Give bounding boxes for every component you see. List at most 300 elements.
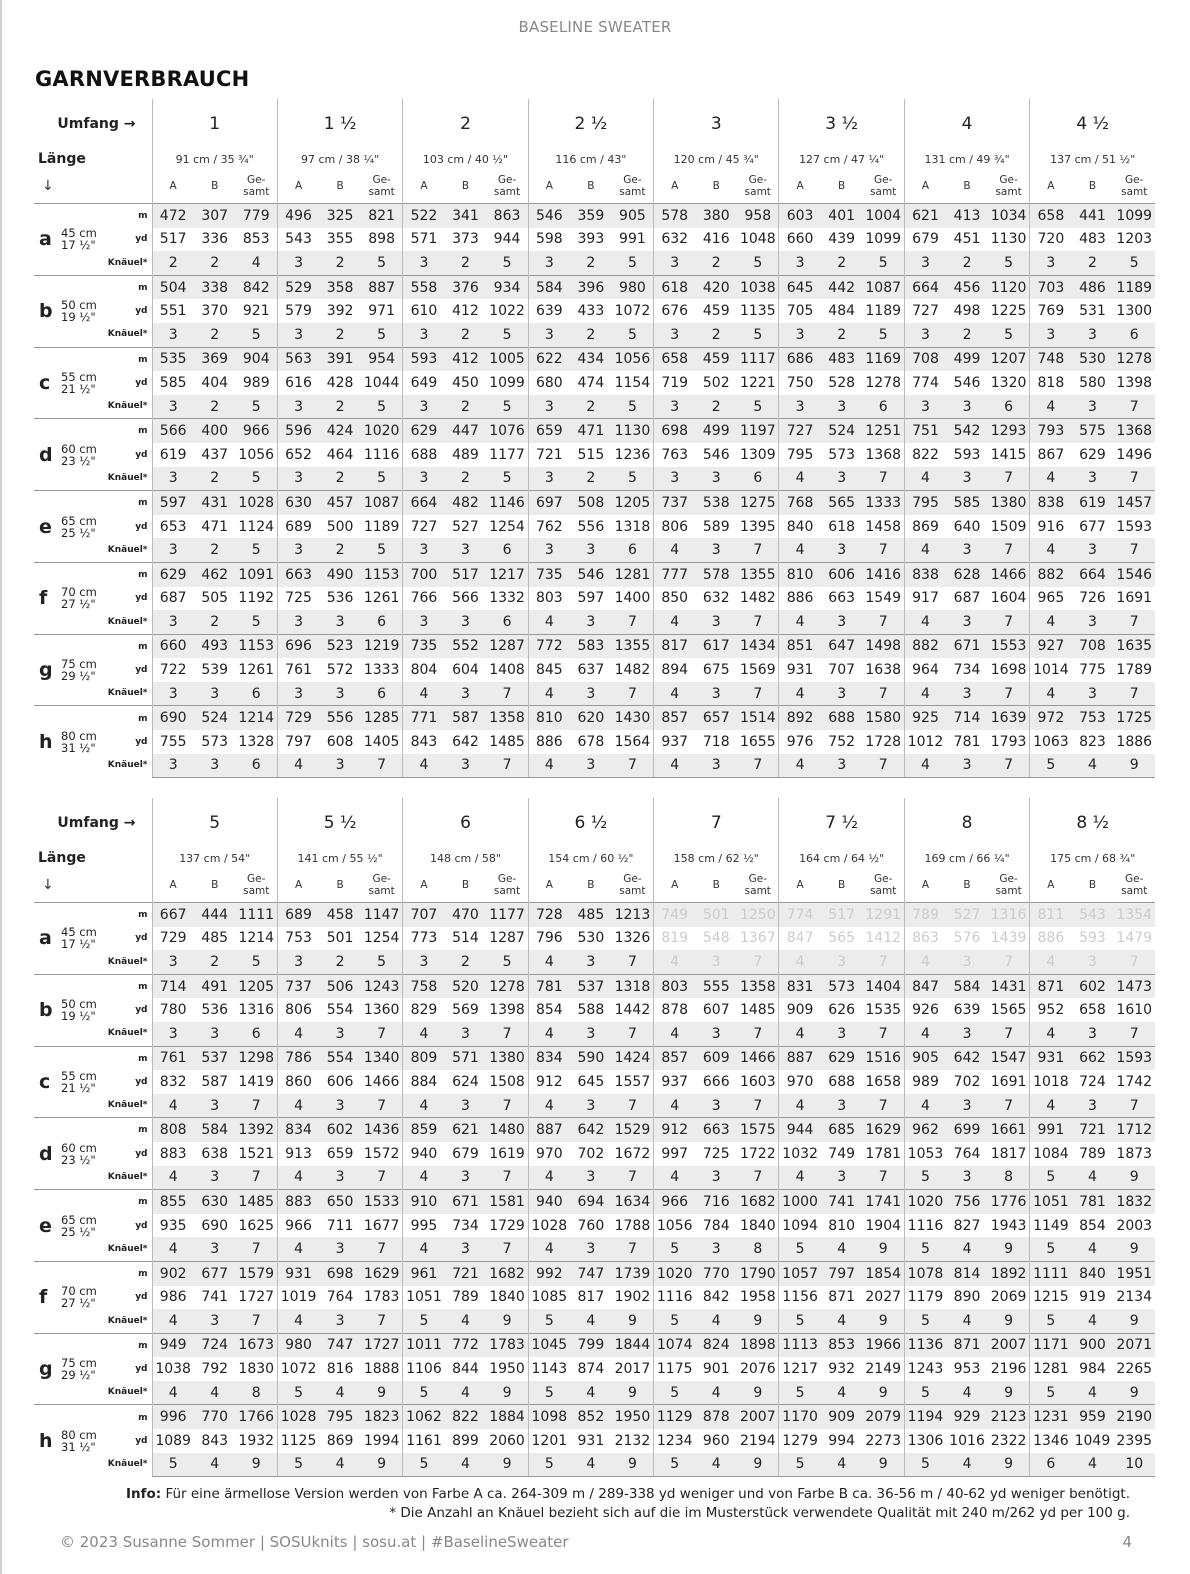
yarn-value: 3 (695, 682, 737, 706)
yarn-value: 2 (445, 467, 487, 491)
yarn-value: 7 (486, 1166, 528, 1190)
yarn-value: 2071 (1113, 1333, 1155, 1357)
size-girth: 148 cm / 58" (403, 848, 528, 868)
yarn-value: 1727 (238, 1289, 275, 1306)
yarn-value: 758 (403, 974, 445, 998)
length-cm: 65 cm (61, 1212, 97, 1227)
yarn-value: 5 (486, 251, 528, 275)
yarn-value: 851 (779, 634, 821, 658)
yarn-value: 1022 (489, 303, 525, 320)
yarn-value: 916 (1030, 515, 1072, 539)
yarn-value: 774 (779, 903, 821, 927)
unit-label-m: m (138, 641, 148, 652)
yarn-value: 687 (152, 587, 194, 611)
yarn-value: 7 (236, 1309, 278, 1333)
length-letter: f (39, 587, 48, 610)
yarn-value: 4 (403, 1166, 445, 1190)
yarn-value: 5 (1030, 754, 1072, 778)
yarn-value: 8 (988, 1166, 1030, 1190)
yarn-value: 832 (152, 1070, 194, 1094)
size-girth: 137 cm / 51 ½" (1030, 149, 1155, 169)
yarn-value: 1011 (403, 1333, 445, 1357)
length-cm: 55 cm (61, 1068, 97, 1083)
yarn-value: 7 (737, 1022, 779, 1046)
unit-label-m: m (138, 981, 148, 992)
yarn-value: 1243 (904, 1357, 946, 1381)
yarn-value: 664 (403, 491, 445, 515)
yarn-value: 632 (654, 228, 696, 252)
length-letter: c (39, 371, 51, 394)
yarn-value: 551 (152, 299, 194, 323)
yarn-value: 1099 (489, 374, 525, 391)
yarn-value: 3 (946, 395, 988, 419)
yarn-value: 4 (779, 754, 821, 778)
yarn-value: 3 (445, 1094, 487, 1118)
yarn-value: 638 (201, 1145, 229, 1162)
yarn-value: 6 (612, 538, 654, 562)
yarn-value: 1213 (612, 903, 654, 927)
yarn-value: 7 (988, 467, 1030, 491)
column-header-gesamt: Ge- samt (870, 873, 897, 897)
yarn-value: 501 (695, 903, 737, 927)
yarn-value: 3 (152, 395, 194, 419)
yarn-value: 1727 (361, 1333, 403, 1357)
yarn-value: 3 (403, 538, 445, 562)
yarn-value: 7 (1113, 1022, 1155, 1046)
unit-column (108, 1406, 152, 1476)
yarn-value: 5 (1113, 251, 1155, 275)
unit-column (108, 276, 152, 346)
yarn-value: 610 (403, 299, 445, 323)
yarn-value: 7 (361, 754, 403, 778)
yarn-value: 753 (277, 927, 319, 951)
yarn-value: 1355 (737, 562, 779, 586)
yarn-value: 546 (570, 562, 612, 586)
yarn-value: 860 (277, 1070, 319, 1094)
yarn-value: 2 (194, 950, 236, 974)
yarn-value: 680 (528, 371, 570, 395)
yarn-value: 3 (1072, 682, 1114, 706)
unit-label-knaeuel: Knäuel* (107, 1028, 148, 1039)
yarn-value: 1169 (863, 347, 905, 371)
yarn-value: 4 (904, 467, 946, 491)
column-header-b: B (336, 180, 344, 192)
yarn-value: 9 (1113, 1309, 1155, 1333)
unit-label-knaeuel: Knäuel* (107, 760, 148, 771)
yarn-value: 1217 (779, 1357, 821, 1381)
yarn-value: 874 (577, 1361, 605, 1378)
yarn-value: 1124 (238, 518, 275, 535)
yarn-value: 501 (326, 930, 354, 947)
yarn-value: 822 (904, 443, 946, 467)
yarn-value: 1565 (990, 1002, 1027, 1019)
yarn-value: 3 (821, 754, 863, 778)
yarn-value: 7 (737, 682, 779, 706)
size-name: 4 (904, 99, 1029, 149)
yarn-value: 3 (821, 395, 863, 419)
yarn-value: 931 (577, 1432, 605, 1449)
yarn-value: 1045 (528, 1333, 570, 1357)
yarn-value: 1722 (739, 1145, 776, 1162)
yarn-value: 779 (236, 204, 278, 228)
yarn-value: 9 (988, 1237, 1030, 1261)
yarn-value: 5 (654, 1237, 696, 1261)
yarn-value: 1466 (737, 1046, 779, 1070)
yarn-value: 786 (277, 1046, 319, 1070)
yarn-value: 803 (528, 587, 570, 611)
yarn-value: 1136 (904, 1333, 946, 1357)
yarn-value: 834 (277, 1118, 319, 1142)
yarn-value: 1130 (990, 231, 1027, 248)
size-name: 4 ½ (1030, 99, 1155, 149)
yarn-value: 965 (1030, 587, 1072, 611)
unit-label-yd: yd (135, 1148, 148, 1159)
yarn-value: 696 (277, 634, 319, 658)
yarn-value: 506 (319, 974, 361, 998)
yarn-value: 3 (528, 323, 570, 347)
yarn-value: 932 (828, 1361, 856, 1378)
yarn-value: 1950 (612, 1405, 654, 1429)
yarn-value: 1354 (1113, 903, 1155, 927)
yarn-value: 1405 (363, 733, 400, 750)
yarn-value: 485 (570, 903, 612, 927)
yarn-value: 4 (152, 1309, 194, 1333)
yarn-value: 9 (737, 1381, 779, 1405)
umfang-label: Umfang → (57, 116, 136, 132)
yarn-value: 3 (194, 1022, 236, 1046)
length-letter: f (39, 1286, 48, 1309)
column-header-b: B (1088, 180, 1097, 192)
yarn-value: 629 (1079, 446, 1106, 463)
yarn-value: 4 (152, 1237, 194, 1261)
yarn-value: 5 (361, 950, 403, 974)
yarn-value: 3 (570, 610, 612, 634)
yarn-value: 925 (904, 706, 946, 730)
column-header-a: A (654, 868, 696, 903)
yarn-value: 878 (695, 1405, 737, 1429)
yarn-value: 7 (988, 610, 1030, 634)
yarn-value: 5 (236, 538, 278, 562)
yarn-value: 2 (1072, 251, 1114, 275)
yarn-value: 7 (1113, 682, 1155, 706)
yarn-value: 369 (194, 347, 236, 371)
yarn-value: 538 (695, 491, 737, 515)
yarn-value: 1629 (863, 1118, 905, 1142)
yarn-value: 539 (201, 662, 229, 679)
yarn-value: 894 (654, 658, 696, 682)
yarn-value: 4 (1030, 1022, 1072, 1046)
unit-label-m: m (138, 1197, 148, 1208)
yarn-value: 659 (528, 419, 570, 443)
yarn-value: 2273 (865, 1432, 902, 1449)
yarn-value: 3 (1030, 251, 1072, 275)
yarn-value: 7 (236, 1237, 278, 1261)
yarn-value: 1201 (528, 1429, 570, 1453)
yarn-value: 818 (1030, 371, 1072, 395)
yarn-value: 1254 (489, 518, 525, 535)
yarn-value: 462 (194, 562, 236, 586)
yarn-value: 4 (194, 1453, 236, 1477)
yarn-value: 7 (612, 950, 654, 974)
yarn-value: 863 (904, 927, 946, 951)
yarn-value: 4 (319, 1453, 361, 1477)
yarn-value: 5 (486, 467, 528, 491)
yarn-value: 1682 (737, 1190, 779, 1214)
yarn-value: 707 (828, 662, 856, 679)
yarn-value: 341 (445, 204, 487, 228)
yarn-value: 887 (779, 1046, 821, 1070)
yarn-value: 5 (737, 251, 779, 275)
unit-label-yd: yd (135, 449, 148, 460)
yarn-value: 5 (403, 1309, 445, 1333)
yarn-value: 1367 (739, 930, 776, 947)
unit-label-knaeuel: Knäuel* (107, 1459, 148, 1470)
yarn-value: 871 (946, 1333, 988, 1357)
column-header-gesamt: Ge- samt (243, 873, 270, 897)
yarn-value: 490 (319, 562, 361, 586)
yarn-value: 1564 (614, 733, 651, 750)
yarn-value: 5 (737, 323, 779, 347)
yarn-value: 7 (863, 950, 905, 974)
yarn-value: 5 (863, 251, 905, 275)
yarn-value: 795 (779, 443, 821, 467)
yarn-value: 773 (403, 927, 445, 951)
yarn-value: 1189 (363, 518, 400, 535)
yarn-value: 584 (946, 974, 988, 998)
length-inch: 17 ½" (61, 937, 96, 952)
yarn-value: 1951 (1113, 1261, 1155, 1285)
yarn-value: 1205 (612, 491, 654, 515)
yarn-value: 698 (319, 1261, 361, 1285)
yarn-value: 810 (779, 562, 821, 586)
yarn-value: 1214 (238, 930, 275, 947)
yarn-value: 1482 (739, 590, 776, 607)
yarn-value: 887 (361, 275, 403, 299)
yarn-value: 1557 (614, 1073, 651, 1090)
yarn-value: 3 (904, 251, 946, 275)
yarn-value: 1549 (865, 590, 902, 607)
yarn-value: 471 (570, 419, 612, 443)
yarn-value: 2134 (1116, 1289, 1153, 1306)
section-title: GARNVERBRAUCH (35, 67, 250, 91)
yarn-value: 652 (277, 443, 319, 467)
column-header-a: A (152, 868, 194, 903)
yarn-value: 741 (201, 1289, 229, 1306)
yarn-value: 1316 (988, 903, 1030, 927)
yarn-value: 1958 (739, 1289, 776, 1306)
yarn-value: 976 (779, 730, 821, 754)
yarn-value: 859 (403, 1118, 445, 1142)
yarn-value: 821 (361, 204, 403, 228)
yarn-value: 4 (570, 1381, 612, 1405)
yarn-value: 771 (403, 706, 445, 730)
yarn-value: 1094 (779, 1214, 821, 1238)
yarn-value: 4 (695, 1309, 737, 1333)
yarn-value: 1579 (236, 1261, 278, 1285)
yarn-value: 1231 (1030, 1405, 1072, 1429)
yarn-value: 4 (570, 1453, 612, 1477)
length-letter: a (39, 927, 52, 950)
yarn-value: 910 (403, 1190, 445, 1214)
yarn-value: 677 (1079, 518, 1106, 535)
yarn-value: 917 (904, 587, 946, 611)
yarn-value: 931 (277, 1261, 319, 1285)
yarn-value: 2 (570, 395, 612, 419)
yarn-value: 1673 (236, 1333, 278, 1357)
yarn-value: 718 (702, 733, 730, 750)
length-letter: d (39, 1142, 53, 1165)
yarn-value: 919 (1079, 1289, 1106, 1306)
yarn-value: 4 (236, 251, 278, 275)
yarn-value: 905 (612, 204, 654, 228)
yarn-value: 580 (1079, 374, 1106, 391)
yarn-value: 890 (953, 1289, 981, 1306)
yarn-value: 3 (403, 610, 445, 634)
yarn-value: 3 (277, 395, 319, 419)
yarn-value: 1111 (236, 903, 278, 927)
yarn-value: 602 (319, 1118, 361, 1142)
yarn-value: 5 (779, 1453, 821, 1477)
yarn-value: 491 (194, 974, 236, 998)
yarn-value: 989 (242, 374, 270, 391)
length-letter: e (39, 515, 52, 538)
yarn-value: 4 (904, 950, 946, 974)
yarn-value: 9 (988, 1381, 1030, 1405)
length-row-label (34, 1261, 152, 1333)
length-inch: 21 ½" (61, 381, 96, 396)
yarn-value: 753 (1072, 706, 1114, 730)
yarn-value: 2 (194, 251, 236, 275)
length-dimension (61, 1357, 97, 1381)
yarn-value: 770 (194, 1405, 236, 1429)
yarn-value: 7 (863, 610, 905, 634)
column-header-b: B (336, 879, 344, 891)
yarn-value: 705 (779, 299, 821, 323)
yarn-value: 1056 (612, 347, 654, 371)
yarn-value: 1016 (949, 1432, 985, 1449)
yarn-value: 4 (821, 1381, 863, 1405)
yarn-value: 3 (528, 538, 570, 562)
yarn-value: 3 (1030, 323, 1072, 347)
yarn-value: 714 (152, 974, 194, 998)
yarn-value: 9 (1113, 1166, 1155, 1190)
yarn-table-sizes-1-4 (34, 99, 1155, 778)
yarn-value: 4 (1030, 610, 1072, 634)
yarn-value: 716 (695, 1190, 737, 1214)
yarn-value: 642 (452, 733, 479, 750)
yarn-value: 4 (946, 1453, 988, 1477)
yarn-value: 5 (236, 950, 278, 974)
yarn-value: 900 (1072, 1333, 1114, 1357)
yarn-value: 5 (277, 1453, 319, 1477)
column-header-b: B (211, 180, 219, 192)
unit-label-knaeuel: Knäuel* (107, 1172, 148, 1183)
length-inch: 27 ½" (61, 1296, 96, 1311)
yarn-value: 7 (486, 754, 528, 778)
yarn-value: 1457 (1113, 491, 1155, 515)
length-inch: 23 ½" (61, 1152, 96, 1167)
yarn-value: 781 (528, 974, 570, 998)
yarn-value: 3 (403, 395, 445, 419)
yarn-value: 2 (445, 395, 487, 419)
yarn-value: 4 (779, 1166, 821, 1190)
yarn-value: 584 (528, 275, 570, 299)
yarn-value: 5 (361, 323, 403, 347)
length-row-label (34, 1190, 152, 1262)
yarn-value: 3 (570, 1237, 612, 1261)
length-inch: 21 ½" (61, 1080, 96, 1095)
unit-column (108, 1191, 152, 1261)
yarn-value: 373 (452, 231, 479, 248)
yarn-value: 1089 (152, 1429, 194, 1453)
yarn-value: 2007 (737, 1405, 779, 1429)
size-name: 5 (152, 798, 277, 848)
yarn-value: 1840 (739, 1217, 776, 1234)
yarn-value: 1741 (863, 1190, 905, 1214)
unit-label-yd: yd (135, 306, 148, 317)
yarn-value: 4 (152, 1166, 194, 1190)
length-dimension (61, 371, 97, 395)
yarn-value: 639 (953, 1002, 981, 1019)
unit-label-m: m (138, 211, 148, 222)
unit-column (108, 1334, 152, 1404)
yarn-value: 863 (486, 204, 528, 228)
yarn-value: 434 (570, 347, 612, 371)
unit-label-yd: yd (135, 1292, 148, 1303)
unit-label-knaeuel: Knäuel* (107, 257, 148, 268)
yarn-value: 729 (152, 927, 194, 951)
yarn-value: 437 (201, 446, 229, 463)
yarn-value: 806 (277, 998, 319, 1022)
yarn-value: 748 (1030, 347, 1072, 371)
yarn-value: 1051 (1030, 1190, 1072, 1214)
yarn-value: 659 (326, 1145, 354, 1162)
yarn-value: 793 (1030, 419, 1072, 443)
yarn-value: 609 (695, 1046, 737, 1070)
yarn-value: 439 (828, 231, 856, 248)
yarn-value: 1902 (614, 1289, 651, 1306)
size-name: 3 ½ (779, 99, 904, 149)
yarn-value: 7 (988, 538, 1030, 562)
yarn-value: 7 (612, 754, 654, 778)
column-header-b: B (587, 879, 595, 891)
yarn-value: 857 (654, 706, 696, 730)
length-row-label (34, 903, 152, 975)
yarn-value: 593 (953, 446, 981, 463)
length-letter: a (39, 228, 52, 251)
yarn-value: 3 (319, 754, 361, 778)
yarn-value: 734 (953, 662, 981, 679)
yarn-value: 663 (277, 562, 319, 586)
yarn-value: 1120 (988, 275, 1030, 299)
column-header-b: B (211, 879, 219, 891)
yarn-value: 1533 (361, 1190, 403, 1214)
unit-label-knaeuel: Knäuel* (107, 1387, 148, 1398)
yarn-value: 3 (821, 610, 863, 634)
yarn-value: 1111 (1030, 1261, 1072, 1285)
yarn-value: 4 (528, 682, 570, 706)
yarn-value: 4 (1072, 1381, 1114, 1405)
yarn-value: 566 (452, 590, 479, 607)
yarn-value: 7 (737, 1166, 779, 1190)
yarn-value: 2 (570, 323, 612, 347)
yarn-value: 756 (946, 1190, 988, 1214)
length-inch: 31 ½" (61, 1440, 96, 1455)
length-cm: 60 cm (61, 1140, 97, 1155)
yarn-value: 781 (1072, 1190, 1114, 1214)
yarn-value: 535 (152, 347, 194, 371)
yarn-value: 483 (1079, 231, 1106, 248)
